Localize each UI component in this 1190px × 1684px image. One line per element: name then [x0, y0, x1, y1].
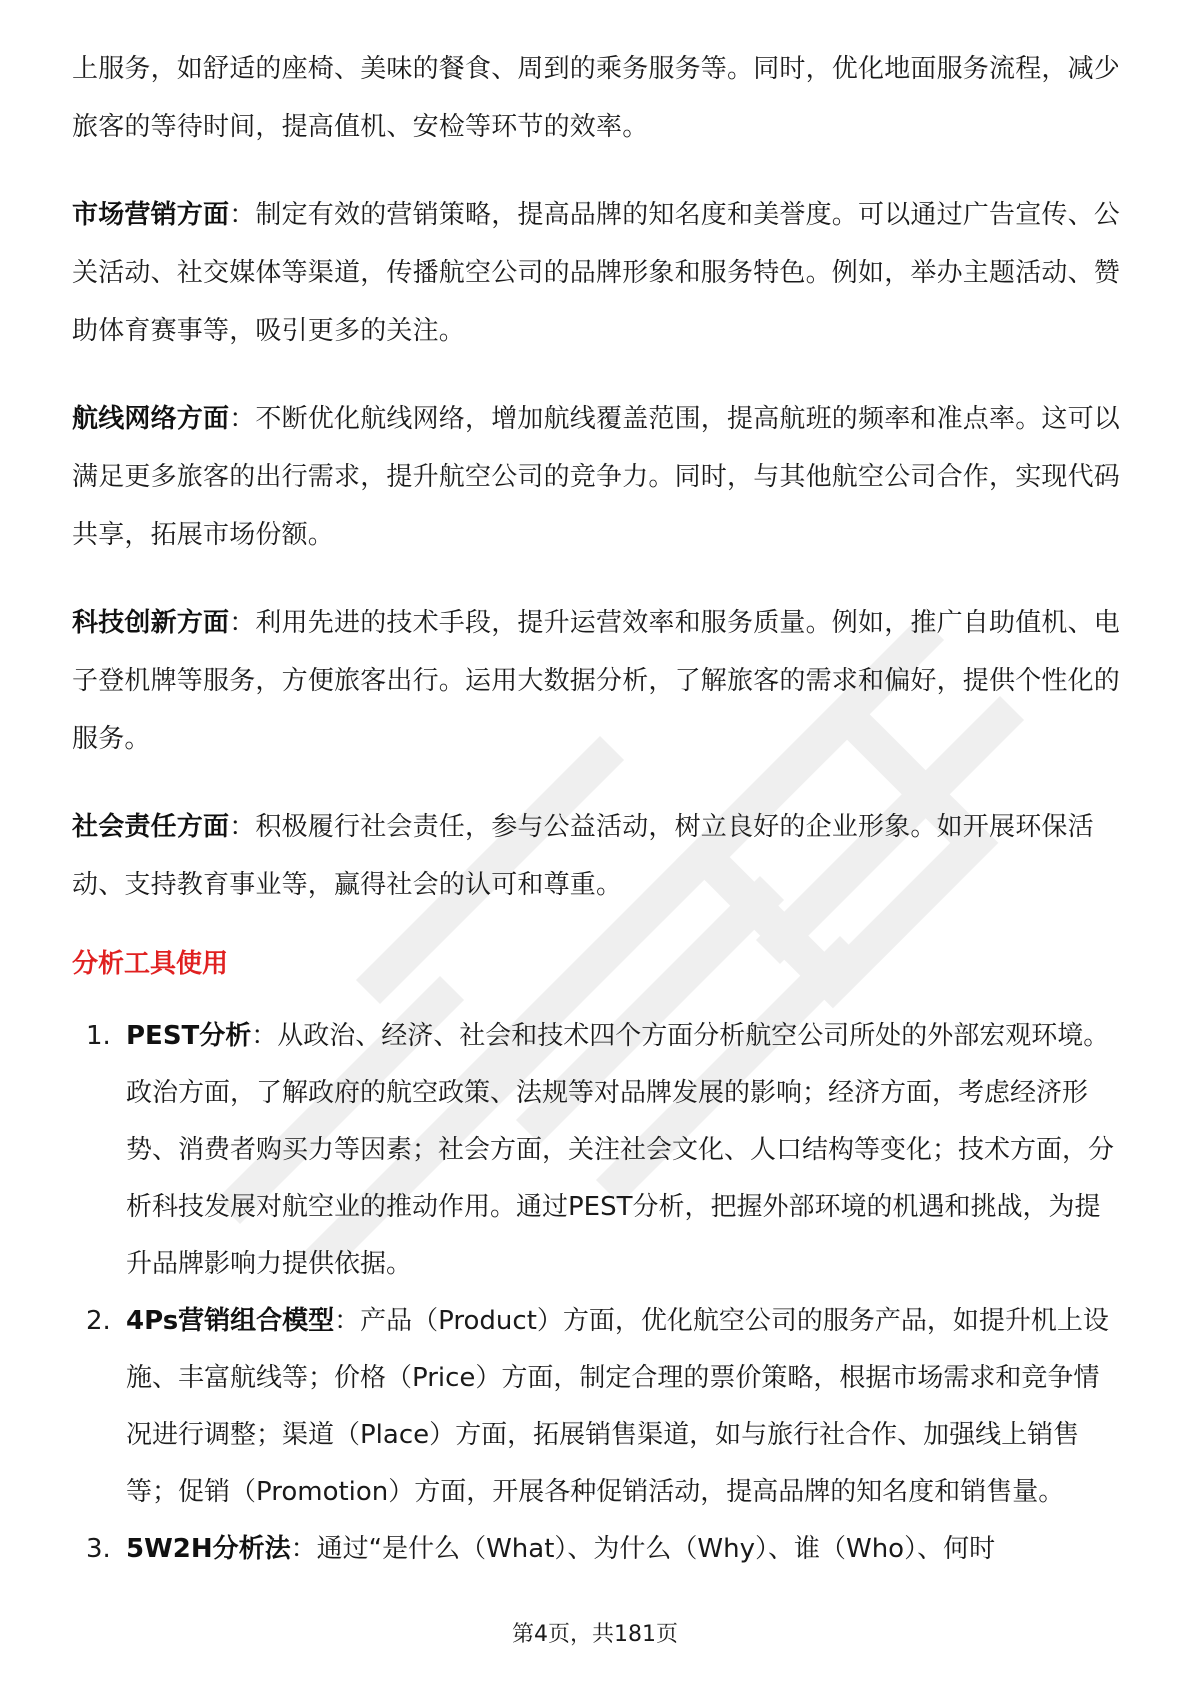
list-number: 1.	[86, 1021, 111, 1051]
list-item-text: ：产品（Product）方面，优化航空公司的服务产品，如提升机上设施、丰富航线等；价格（Price）方面，制定合理的票价策略，根据市场需求和竞争情况进行调整；渠道（Place）方面，拓展销售渠道，如与旅行社合作、加强线上销售等；促销（Promotion）方面，开展各种促销活动，提高品牌的知名度和销售量。	[126, 1306, 1109, 1507]
paragraph-text: ：不断优化航线网络，增加航线覆盖范围，提高航班的频率和准点率。这可以满足更多旅客的出行需求，提升航空公司的竞争力。同时，与其他航空公司合作，实现代码共享，拓展市场份额。	[72, 404, 1121, 550]
list-number: 2.	[86, 1306, 111, 1336]
list-item-text: ：从政治、经济、社会和技术四个方面分析航空公司所处的外部宏观环境。政治方面，了解政府的航空政策、法规等对品牌发展的影响；经济方面，考虑经济形势、消费者购买力等因素；社会方面，关注社会文化、人口结构等变化；技术方面，分析科技发展对航空业的推动作用。通过PEST分析，把握外部环境的机遇和挑战，为提升品牌影响力提供依据。	[126, 1021, 1115, 1279]
paragraph-tech-innovation	[72, 594, 1122, 768]
paragraph-lead: 科技创新方面	[72, 608, 230, 638]
paragraph-text: ：积极履行社会责任，参与公益活动，树立良好的企业形象。如开展环保活动、支持教育事业等，赢得社会的认可和尊重。	[72, 812, 1094, 900]
paragraph-marketing	[72, 186, 1122, 360]
paragraph-lead: 航线网络方面	[72, 404, 230, 434]
list-item-lead: PEST分析	[126, 1021, 252, 1051]
list-item	[72, 1293, 1122, 1521]
list-item	[72, 1008, 1122, 1293]
document-page	[72, 40, 1122, 1578]
paragraph-social-responsibility	[72, 798, 1122, 914]
page-footer: 第4页，共181页	[512, 1622, 678, 1647]
paragraph-text: ：制定有效的营销策略，提高品牌的知名度和美誉度。可以通过广告宣传、公关活动、社交媒体等渠道，传播航空公司的品牌形象和服务特色。例如，举办主题活动、赞助体育赛事等，吸引更多的关注。	[72, 200, 1121, 346]
section-title: 分析工具使用	[72, 949, 229, 979]
paragraph-text: 上服务，如舒适的座椅、美味的餐食、周到的乘务服务等。同时，优化地面服务流程，减少旅客的等待时间，提高值机、安检等环节的效率。	[72, 54, 1121, 142]
list-item-text: ：通过“是什么（What）、为什么（Why）、谁（Who）、何时	[290, 1534, 996, 1564]
paragraph-service-continued	[72, 40, 1122, 156]
tools-list	[72, 1008, 1122, 1578]
paragraph-route-network	[72, 390, 1122, 564]
list-item-lead: 5W2H分析法	[126, 1534, 291, 1564]
list-item-lead: 4Ps营销组合模型	[126, 1306, 335, 1336]
paragraph-lead: 市场营销方面	[72, 200, 230, 230]
paragraph-text: ：利用先进的技术手段，提升运营效率和服务质量。例如，推广自助值机、电子登机牌等服务，方便旅客出行。运用大数据分析，了解旅客的需求和偏好，提供个性化的服务。	[72, 608, 1121, 754]
list-item	[72, 1521, 1122, 1578]
paragraph-lead: 社会责任方面	[72, 812, 230, 842]
list-number: 3.	[86, 1534, 111, 1564]
